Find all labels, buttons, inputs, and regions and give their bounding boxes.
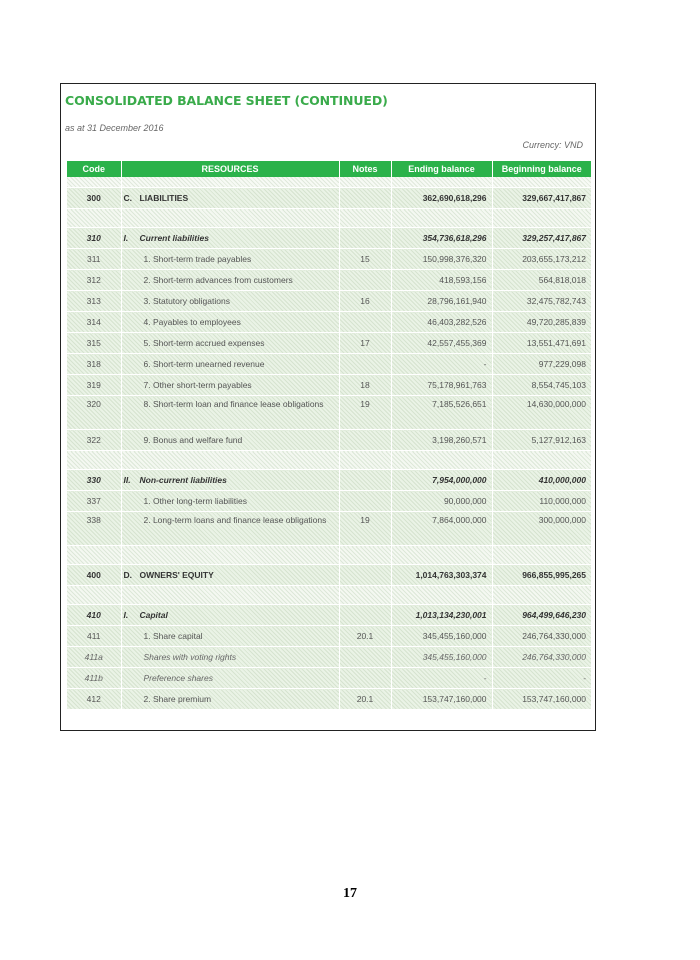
table-row xyxy=(67,270,591,291)
section-owners-equity-row xyxy=(67,565,591,586)
group-label: Current liabilities xyxy=(139,232,209,243)
row-label: Preference shares xyxy=(121,668,339,689)
row-notes: 20.1 xyxy=(339,626,391,647)
row-ending: 7,185,526,651 xyxy=(391,396,492,430)
row-label: 5. Short-term accrued expenses xyxy=(121,333,339,354)
row-beginning: 246,764,330,000 xyxy=(492,626,591,647)
section-liabilities-row xyxy=(67,188,591,209)
row-ending: 345,455,160,000 xyxy=(391,626,492,647)
group-numeral: II. xyxy=(123,474,131,485)
group-noncurrent-liabilities-row xyxy=(67,470,591,491)
row-label: Shares with voting rights xyxy=(121,647,339,668)
row-ending: 1,014,763,303,374 xyxy=(391,565,492,586)
row-ending: 345,455,160,000 xyxy=(391,647,492,668)
row-label xyxy=(121,470,339,491)
section-numeral: D. xyxy=(123,569,132,580)
spacer-row xyxy=(67,451,591,470)
document-title: CONSOLIDATED BALANCE SHEET (CONTINUED) xyxy=(65,93,388,108)
row-label: 6. Short-term unearned revenue xyxy=(121,354,339,375)
row-label: 2. Long-term loans and finance lease obligations xyxy=(121,512,339,546)
row-ending: - xyxy=(391,668,492,689)
row-label xyxy=(121,605,339,626)
row-code: 310 xyxy=(67,228,121,249)
row-code: 318 xyxy=(67,354,121,375)
spacer-row xyxy=(67,586,591,605)
row-beginning: 966,855,995,265 xyxy=(492,565,591,586)
row-ending: 354,736,618,296 xyxy=(391,228,492,249)
row-code: 330 xyxy=(67,470,121,491)
row-beginning: 964,499,646,230 xyxy=(492,605,591,626)
row-notes: 16 xyxy=(339,291,391,312)
row-label xyxy=(121,188,339,209)
table-row xyxy=(67,312,591,333)
row-label: 2. Share premium xyxy=(121,689,339,710)
row-label: 1. Share capital xyxy=(121,626,339,647)
row-label: 9. Bonus and welfare fund xyxy=(121,430,339,451)
row-notes xyxy=(339,647,391,668)
row-notes xyxy=(339,188,391,209)
row-beginning: 246,764,330,000 xyxy=(492,647,591,668)
document-date: as at 31 December 2016 xyxy=(65,123,164,133)
row-label: 3. Statutory obligations xyxy=(121,291,339,312)
group-label: Non-current liabilities xyxy=(139,474,227,485)
row-beginning: 49,720,285,839 xyxy=(492,312,591,333)
group-numeral: I. xyxy=(123,232,129,243)
header-beginning-balance: Beginning balance xyxy=(492,161,591,177)
row-label xyxy=(121,565,339,586)
header-ending-balance: Ending balance xyxy=(391,161,492,177)
group-capital-row xyxy=(67,605,591,626)
row-ending: 75,178,961,763 xyxy=(391,375,492,396)
row-code: 411b xyxy=(67,668,121,689)
row-label: 8. Short-term loan and finance lease obligations xyxy=(121,396,339,430)
row-notes xyxy=(339,668,391,689)
row-notes xyxy=(339,470,391,491)
group-label: Capital xyxy=(139,609,168,620)
row-beginning: 13,551,471,691 xyxy=(492,333,591,354)
row-beginning: 203,655,173,212 xyxy=(492,249,591,270)
row-ending: 418,593,156 xyxy=(391,270,492,291)
row-beginning: 410,000,000 xyxy=(492,470,591,491)
row-ending: 46,403,282,526 xyxy=(391,312,492,333)
row-notes: 15 xyxy=(339,249,391,270)
table-row xyxy=(67,512,591,546)
row-ending: 1,013,134,230,001 xyxy=(391,605,492,626)
row-label: 1. Short-term trade payables xyxy=(121,249,339,270)
row-beginning: 977,229,098 xyxy=(492,354,591,375)
section-numeral: C. xyxy=(123,192,132,203)
row-notes: 18 xyxy=(339,375,391,396)
balance-sheet-frame xyxy=(60,83,596,731)
row-notes xyxy=(339,605,391,626)
table-row xyxy=(67,647,591,668)
row-beginning: 32,475,782,743 xyxy=(492,291,591,312)
row-code: 320 xyxy=(67,396,121,430)
row-notes: 17 xyxy=(339,333,391,354)
row-beginning: 110,000,000 xyxy=(492,491,591,512)
row-beginning: 300,000,000 xyxy=(492,512,591,546)
spacer-row xyxy=(67,546,591,565)
header-notes: Notes xyxy=(339,161,391,177)
section-label: LIABILITIES xyxy=(139,192,189,203)
row-code: 311 xyxy=(67,249,121,270)
table-row xyxy=(67,430,591,451)
section-label: OWNERS' EQUITY xyxy=(139,569,214,580)
row-code: 400 xyxy=(67,565,121,586)
group-numeral: I. xyxy=(123,609,129,620)
row-code: 411 xyxy=(67,626,121,647)
group-current-liabilities-row xyxy=(67,228,591,249)
table-row xyxy=(67,249,591,270)
row-notes: 20.1 xyxy=(339,689,391,710)
row-notes xyxy=(339,491,391,512)
row-code: 319 xyxy=(67,375,121,396)
row-code: 315 xyxy=(67,333,121,354)
row-ending: 150,998,376,320 xyxy=(391,249,492,270)
table-row xyxy=(67,333,591,354)
row-code: 337 xyxy=(67,491,121,512)
page-number: 17 xyxy=(343,886,357,901)
row-ending: 42,557,455,369 xyxy=(391,333,492,354)
row-notes xyxy=(339,270,391,291)
row-beginning: 14,630,000,000 xyxy=(492,396,591,430)
row-code: 338 xyxy=(67,512,121,546)
row-label: 1. Other long-term liabilities xyxy=(121,491,339,512)
row-beginning: 329,667,417,867 xyxy=(492,188,591,209)
row-code: 322 xyxy=(67,430,121,451)
row-code: 314 xyxy=(67,312,121,333)
row-ending: 153,747,160,000 xyxy=(391,689,492,710)
row-label xyxy=(121,228,339,249)
row-notes xyxy=(339,312,391,333)
table-row xyxy=(67,491,591,512)
table-row xyxy=(67,375,591,396)
row-notes: 19 xyxy=(339,512,391,546)
header-resources: RESOURCES xyxy=(121,161,339,177)
row-notes xyxy=(339,430,391,451)
table-row xyxy=(67,354,591,375)
row-notes xyxy=(339,565,391,586)
table-row xyxy=(67,689,591,710)
row-ending: 28,796,161,940 xyxy=(391,291,492,312)
row-ending: 7,954,000,000 xyxy=(391,470,492,491)
table-header-row xyxy=(67,161,591,177)
row-code: 300 xyxy=(67,188,121,209)
table-row xyxy=(67,396,591,430)
currency-label: Currency: VND xyxy=(522,140,583,150)
row-notes: 19 xyxy=(339,396,391,430)
table-row xyxy=(67,626,591,647)
row-code: 412 xyxy=(67,689,121,710)
row-notes xyxy=(339,228,391,249)
row-ending: 90,000,000 xyxy=(391,491,492,512)
row-ending: 7,864,000,000 xyxy=(391,512,492,546)
row-label: 7. Other short-term payables xyxy=(121,375,339,396)
header-code: Code xyxy=(67,161,121,177)
row-beginning: - xyxy=(492,668,591,689)
row-ending: 3,198,260,571 xyxy=(391,430,492,451)
spacer-row xyxy=(67,177,591,188)
row-code: 410 xyxy=(67,605,121,626)
spacer-row xyxy=(67,209,591,228)
row-ending: - xyxy=(391,354,492,375)
table-row xyxy=(67,291,591,312)
row-beginning: 153,747,160,000 xyxy=(492,689,591,710)
balance-sheet-table xyxy=(67,161,591,710)
row-beginning: 564,818,018 xyxy=(492,270,591,291)
row-label: 4. Payables to employees xyxy=(121,312,339,333)
row-notes xyxy=(339,354,391,375)
row-code: 313 xyxy=(67,291,121,312)
row-code: 411a xyxy=(67,647,121,668)
row-beginning: 329,257,417,867 xyxy=(492,228,591,249)
row-beginning: 8,554,745,103 xyxy=(492,375,591,396)
row-beginning: 5,127,912,163 xyxy=(492,430,591,451)
row-code: 312 xyxy=(67,270,121,291)
row-label: 2. Short-term advances from customers xyxy=(121,270,339,291)
row-ending: 362,690,618,296 xyxy=(391,188,492,209)
table-row xyxy=(67,668,591,689)
